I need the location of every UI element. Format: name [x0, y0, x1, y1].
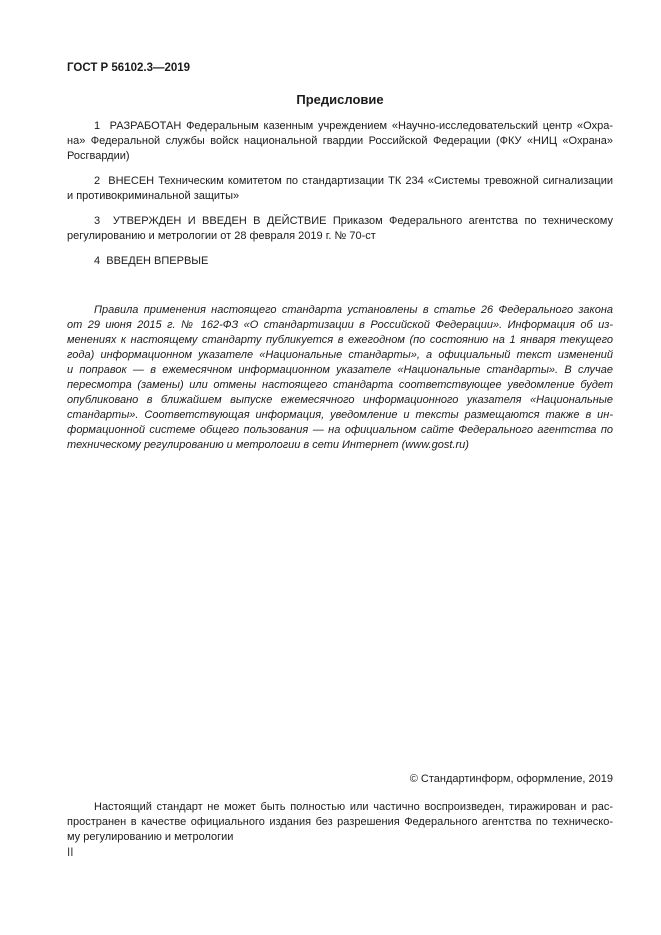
foreword-item-submitted: [67, 174, 613, 204]
page-footer: [67, 772, 613, 860]
text-line: Росгвардии): [67, 150, 130, 162]
text-line: му регулированию и метрологии: [67, 831, 234, 843]
text-line: Правила применения настоящего стандарта установлены в статье 26 Федерального закона: [94, 304, 613, 316]
text-line: года) информационном указателе «Национальные стандарты», а официальный текст изменений: [67, 349, 613, 361]
text-line: и поправок — в ежемесячном информационном указателе «Национальные стандарты». В случае: [67, 364, 613, 376]
text-line: пересмотра (замены) или отмены настоящего стандарта соответствующее уведомление будет: [67, 379, 613, 391]
text-line: Настоящий стандарт не может быть полностью или частично воспроизведен, тиражирован и рас-: [94, 801, 613, 813]
foreword-item-first-edition: [67, 254, 613, 269]
text-line: от 29 июня 2015 г. № 162-ФЗ «О стандартизации в Российской Федерации». Информация об из-: [67, 319, 613, 331]
text-line: и противокриминальной защиты»: [67, 190, 240, 202]
text-line: 3 УТВЕРЖДЕН И ВВЕДЕН В ДЕЙСТВИЕ Приказом Федерального агентства по техническому: [94, 215, 613, 227]
foreword-item-developed: [67, 119, 613, 164]
application-rules-paragraph: [67, 303, 613, 453]
text-line: 4 ВВЕДЕН ВПЕРВЫЕ: [94, 255, 209, 267]
foreword-item-approved: [67, 214, 613, 244]
page-number: II: [67, 847, 74, 859]
text-line: 1 РАЗРАБОТАН Федеральным казенным учреждением «Научно-исследовательский центр «Охра-: [94, 120, 613, 132]
section-title: Предисловие: [296, 92, 384, 107]
text-line: менениях к настоящему стандарту публикуется в ежегодном (по состоянию на 1 января текущего: [67, 334, 613, 346]
text-line: 2 ВНЕСЕН Техническим комитетом по стандартизации ТК 234 «Системы тревожной сигнализации: [94, 175, 613, 187]
standard-code: ГОСТ Р 56102.3—2019: [67, 62, 191, 74]
reproduction-restriction: [67, 800, 613, 845]
text-line: опубликовано в ближайшем выпуске ежемесячного информационного указателя «Национальные: [67, 394, 613, 406]
text-line: формационной системе общего пользования — на официальном сайте Федерального агентства по: [67, 424, 613, 436]
text-line: на» Федеральной службы войск национальной гвардии Российской Федерации (ФКУ «НИЦ «Охрана»: [67, 135, 613, 147]
text-line: техническому регулированию и метрологии в сети Интернет (www.gost.ru): [67, 439, 469, 451]
text-line: пространен в качестве официального издания без разрешения Федерального агентства по техническо-: [67, 816, 613, 828]
page-content: [67, 61, 613, 453]
copyright-notice: © Стандартинформ, оформление, 2019: [409, 773, 613, 785]
text-line: регулированию и метрологии от 28 февраля 2019 г. № 70-ст: [67, 230, 376, 242]
text-line: стандарты». Соответствующая информация, уведомление и тексты размещаются также в ин-: [67, 409, 613, 421]
